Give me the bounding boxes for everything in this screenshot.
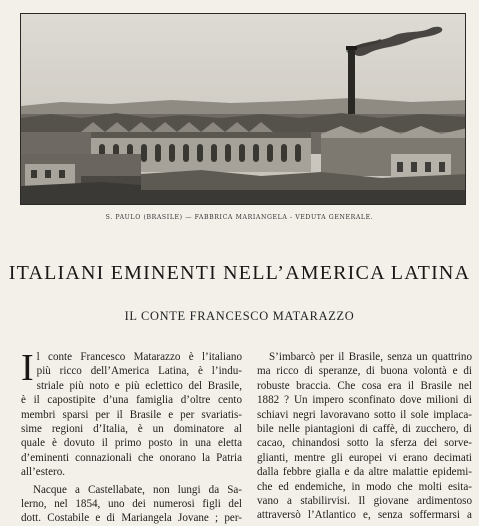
paragraph-line: S’imbarcò per il Brasile, senza un quattrino [269, 351, 472, 363]
paragraph-line: dalla febbre gialla e da altre malattie epidemi- [257, 466, 472, 479]
drop-cap: I [21, 347, 34, 389]
paragraph-line: d’eminenti connazionali che onorano la Patria [21, 451, 242, 464]
article-title: ITALIANI EMINENTI NELL’AMERICA LATINA [8, 262, 471, 284]
paragraph-line: lerno, nel 1854, uno dei numerosi figli del [21, 498, 242, 511]
paragraph-line: è il capostipite d’una famiglia d’oltre cento [21, 394, 242, 407]
paragraph-line: 1882 ? Un impero sconfinato dove milioni di [257, 394, 472, 407]
paragraph-line: l conte Francesco Matarazzo è l’italiano [36, 351, 242, 363]
paragraph-line: Nacque a Castellabate, non lungi da Sa- [33, 483, 242, 496]
paragraph-line: all’estero. [21, 466, 66, 479]
paragraph-line: striale più noto e più eclettico del Brasile, [36, 379, 242, 392]
paragraph-line: sime regioni d’Italia, è un dominatore al [21, 423, 242, 436]
paragraph-line: cacao, chinandosi sotto la sferza dei sorve- [257, 437, 472, 450]
figure-caption: S. PAULO (BRASILE) — FABBRICA MARIANGELA - VEDUTA GENERALE. [105, 214, 374, 221]
paragraph-line: ma ricco di speranze, di buona volontà e di [257, 365, 472, 378]
article-subtitle: IL CONTE FRANCESCO MATARAZZO [124, 309, 355, 323]
paragraph-line: che ed endemiche, in modo che molti esita- [257, 480, 472, 493]
paragraph-line: dott. Costabile e di Mariangela Jovane ; per- [21, 512, 242, 525]
paragraph-line: bile nelle piantagioni di caffè, di zucchero, di [257, 423, 472, 436]
factory-photograph [20, 13, 466, 205]
left-text-column [21, 347, 242, 526]
right-text-column [257, 350, 472, 523]
paragraph-line: schiavi negri lavoravano sotto il sole implaca- [257, 408, 472, 421]
paragraph-line: membri sparsi per il Brasile e per svariatis- [21, 408, 242, 421]
paragraph-line: vano a stabilirvisi. Il giovane ardimentoso [257, 495, 472, 508]
paragraph-line: attraversò l’Atlantico e, senza soffermarsi a [257, 509, 472, 522]
paragraph-line: glianti, mentre gli europei vi erano decimati [257, 451, 472, 464]
paragraph-line: più ricco dell’America Latina, è l’indu- [36, 365, 242, 378]
paragraph-line: robuste braccia. Che cosa era il Brasile nel [257, 379, 472, 392]
paragraph-line: quale è dovuto il primo posto in una eletta [21, 437, 242, 450]
